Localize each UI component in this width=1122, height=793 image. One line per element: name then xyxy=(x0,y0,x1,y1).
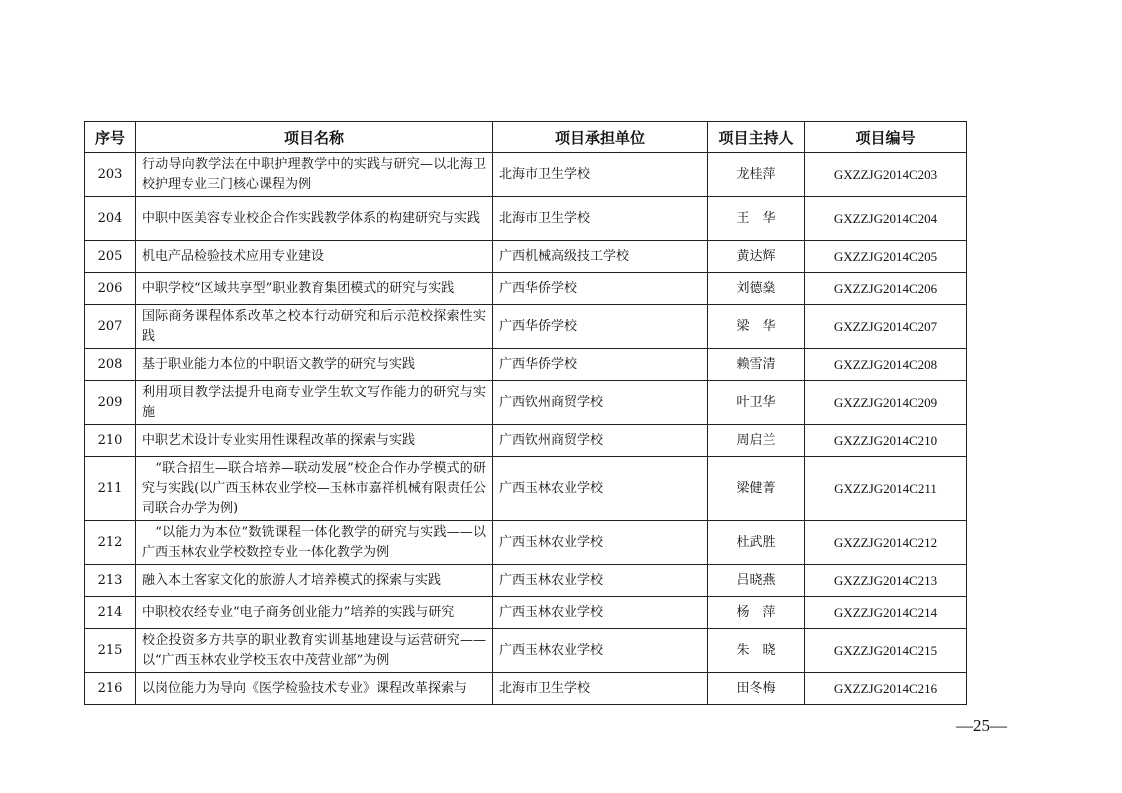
row-project-name: 融入本土客家文化的旅游人才培养模式的探索与实践 xyxy=(136,565,493,597)
row-project-code: GXZZJG2014C213 xyxy=(805,565,967,597)
row-project-code: GXZZJG2014C205 xyxy=(805,241,967,273)
row-undertaking-unit: 北海市卫生学校 xyxy=(493,197,708,241)
row-serial-number: 206 xyxy=(85,273,136,305)
row-project-host: 刘德燊 xyxy=(708,273,805,305)
row-project-name: 中职校农经专业“电子商务创业能力”培养的实践与研究 xyxy=(136,597,493,629)
table-row xyxy=(85,521,967,565)
row-serial-number: 216 xyxy=(85,673,136,705)
row-serial-number: 204 xyxy=(85,197,136,241)
table-row xyxy=(85,629,967,673)
row-project-host: 龙桂萍 xyxy=(708,153,805,197)
row-serial-number: 209 xyxy=(85,381,136,425)
row-undertaking-unit: 广西玉林农业学校 xyxy=(493,597,708,629)
row-project-name: 以岗位能力为导向《医学检验技术专业》课程改革探索与 xyxy=(136,673,493,705)
table-row xyxy=(85,349,967,381)
row-project-host: 吕晓燕 xyxy=(708,565,805,597)
table-row xyxy=(85,241,967,273)
table-row xyxy=(85,565,967,597)
row-project-code: GXZZJG2014C209 xyxy=(805,381,967,425)
row-serial-number: 205 xyxy=(85,241,136,273)
row-undertaking-unit: 北海市卫生学校 xyxy=(493,673,708,705)
row-project-host: 田冬梅 xyxy=(708,673,805,705)
row-undertaking-unit: 广西钦州商贸学校 xyxy=(493,381,708,425)
row-project-code: GXZZJG2014C204 xyxy=(805,197,967,241)
header-project-host: 项目主持人 xyxy=(708,122,805,153)
row-serial-number: 215 xyxy=(85,629,136,673)
row-project-code: GXZZJG2014C208 xyxy=(805,349,967,381)
header-project-code: 项目编号 xyxy=(805,122,967,153)
row-project-code: GXZZJG2014C210 xyxy=(805,425,967,457)
row-project-code: GXZZJG2014C203 xyxy=(805,153,967,197)
row-serial-number: 208 xyxy=(85,349,136,381)
row-project-name: “以能力为本位”数铣课程一体化教学的研究与实践——以广西玉林农业学校数控专业一体化教学为例 xyxy=(136,521,493,565)
table-row xyxy=(85,381,967,425)
row-project-name: 中职艺术设计专业实用性课程改革的探索与实践 xyxy=(136,425,493,457)
row-project-host: 梁健菁 xyxy=(708,457,805,521)
row-project-name: 行动导向教学法在中职护理教学中的实践与研究—以北海卫校护理专业三门核心课程为例 xyxy=(136,153,493,197)
row-project-name: 校企投资多方共享的职业教育实训基地建设与运营研究——以“广西玉林农业学校玉农中茂营业部”为例 xyxy=(136,629,493,673)
row-project-name: 基于职业能力本位的中职语文教学的研究与实践 xyxy=(136,349,493,381)
table-row xyxy=(85,673,967,705)
table-row xyxy=(85,153,967,197)
header-project-name: 项目名称 xyxy=(136,122,493,153)
row-project-code: GXZZJG2014C216 xyxy=(805,673,967,705)
table-header-row xyxy=(85,122,967,153)
row-undertaking-unit: 广西玉林农业学校 xyxy=(493,629,708,673)
table-row xyxy=(85,457,967,521)
row-serial-number: 210 xyxy=(85,425,136,457)
row-undertaking-unit: 广西钦州商贸学校 xyxy=(493,425,708,457)
table-row xyxy=(85,273,967,305)
row-serial-number: 213 xyxy=(85,565,136,597)
table-row xyxy=(85,425,967,457)
row-project-host: 杜武胜 xyxy=(708,521,805,565)
row-serial-number: 203 xyxy=(85,153,136,197)
row-project-code: GXZZJG2014C212 xyxy=(805,521,967,565)
row-project-code: GXZZJG2014C214 xyxy=(805,597,967,629)
row-project-host: 王 华 xyxy=(708,197,805,241)
table-row xyxy=(85,197,967,241)
row-serial-number: 211 xyxy=(85,457,136,521)
row-undertaking-unit: 北海市卫生学校 xyxy=(493,153,708,197)
row-project-code: GXZZJG2014C207 xyxy=(805,305,967,349)
project-table xyxy=(84,121,967,705)
row-project-name: 中职中医美容专业校企合作实践教学体系的构建研究与实践 xyxy=(136,197,493,241)
row-serial-number: 212 xyxy=(85,521,136,565)
header-undertaking-unit: 项目承担单位 xyxy=(493,122,708,153)
row-project-host: 杨 萍 xyxy=(708,597,805,629)
row-project-name: 国际商务课程体系改革之校本行动研究和后示范校探索性实践 xyxy=(136,305,493,349)
row-undertaking-unit: 广西华侨学校 xyxy=(493,349,708,381)
page-number: —25— xyxy=(956,716,1007,735)
row-project-code: GXZZJG2014C215 xyxy=(805,629,967,673)
row-project-host: 黄达辉 xyxy=(708,241,805,273)
table-row xyxy=(85,597,967,629)
row-serial-number: 214 xyxy=(85,597,136,629)
table-body xyxy=(85,153,967,705)
row-project-host: 朱 晓 xyxy=(708,629,805,673)
row-project-host: 叶卫华 xyxy=(708,381,805,425)
row-undertaking-unit: 广西华侨学校 xyxy=(493,273,708,305)
row-project-code: GXZZJG2014C206 xyxy=(805,273,967,305)
row-serial-number: 207 xyxy=(85,305,136,349)
row-project-host: 周启兰 xyxy=(708,425,805,457)
row-undertaking-unit: 广西玉林农业学校 xyxy=(493,521,708,565)
row-undertaking-unit: 广西机械高级技工学校 xyxy=(493,241,708,273)
row-undertaking-unit: 广西玉林农业学校 xyxy=(493,565,708,597)
header-serial-number: 序号 xyxy=(85,122,136,153)
row-project-name: 中职学校“区域共享型”职业教育集团模式的研究与实践 xyxy=(136,273,493,305)
row-undertaking-unit: 广西华侨学校 xyxy=(493,305,708,349)
row-undertaking-unit: 广西玉林农业学校 xyxy=(493,457,708,521)
row-project-name: 机电产品检验技术应用专业建设 xyxy=(136,241,493,273)
row-project-host: 梁 华 xyxy=(708,305,805,349)
row-project-code: GXZZJG2014C211 xyxy=(805,457,967,521)
row-project-name: 利用项目教学法提升电商专业学生软文写作能力的研究与实施 xyxy=(136,381,493,425)
row-project-host: 赖雪清 xyxy=(708,349,805,381)
row-project-name: “联合招生—联合培养—联动发展”校企合作办学模式的研究与实践(以广西玉林农业学校—玉林市嘉祥机械有限责任公司联合办学为例) xyxy=(136,457,493,521)
table-row xyxy=(85,305,967,349)
